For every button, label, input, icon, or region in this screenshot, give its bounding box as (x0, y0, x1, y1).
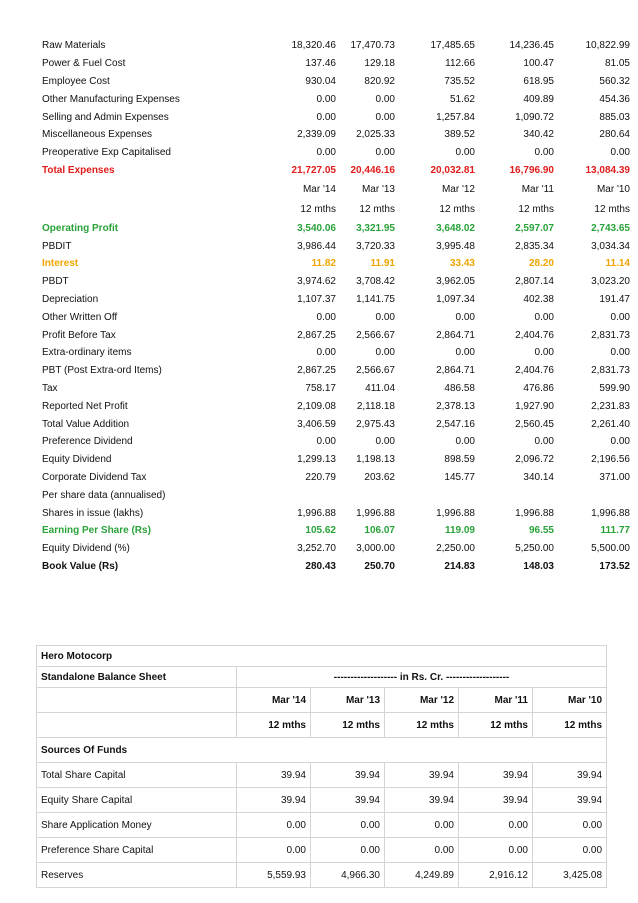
year-header: Mar '11 (459, 688, 533, 713)
unit-note: ------------------- in Rs. Cr. ------------------- (237, 667, 607, 688)
pl-cell: 1,097.34 (436, 293, 475, 305)
pl-cell: 11.91 (370, 258, 395, 270)
pl-cell: 3,406.59 (297, 418, 336, 430)
pl-cell: 0.00 (610, 347, 630, 359)
balance-sheet-row (37, 788, 607, 813)
pl-cell (395, 486, 475, 504)
pl-cell: 0.00 (316, 111, 336, 123)
pl-cell: 1,090.72 (515, 111, 554, 123)
pl-cell: 2,566.67 (356, 365, 395, 377)
pl-cell: 250.70 (364, 560, 395, 572)
pl-cell: 17,470.73 (350, 40, 395, 52)
pl-cell: 0.00 (534, 311, 554, 323)
pl-row-label: Shares in issue (lakhs) (42, 507, 144, 519)
pl-cell: 2,378.13 (436, 400, 475, 412)
pl-cell: 2,835.34 (515, 240, 554, 252)
pl-cell: 0.00 (455, 347, 475, 359)
pl-row-label: Preference Dividend (42, 436, 133, 448)
pl-cell: 454.36 (599, 93, 630, 105)
pl-cell: 191.47 (599, 293, 630, 305)
pl-cell: 820.92 (364, 75, 395, 87)
pl-cell: 0.00 (375, 311, 395, 323)
pl-cell: 2,975.43 (356, 418, 395, 430)
pl-cell: 0.00 (455, 436, 475, 448)
balance-sheet-cell: 3,425.08 (533, 863, 607, 888)
pl-cell: 758.17 (305, 382, 336, 394)
pl-cell: 0.00 (375, 111, 395, 123)
balance-sheet-cell: 0.00 (237, 813, 311, 838)
balance-sheet-rows (37, 763, 607, 888)
pl-row-label: Total Value Addition (42, 418, 130, 430)
pl-cell: 389.52 (444, 129, 475, 141)
pl-row (36, 237, 630, 255)
pl-cell: Mar '11 (521, 183, 554, 195)
pl-row-label: Total Expenses (42, 164, 115, 176)
pl-cell: 2,597.07 (515, 222, 554, 234)
pl-cell: 2,867.25 (297, 329, 336, 341)
pl-cell: 12 mths (300, 203, 336, 215)
pl-cell: 100.47 (523, 58, 554, 70)
pl-cell: 81.05 (604, 58, 630, 70)
pl-row (36, 558, 630, 576)
pl-cell: 214.83 (444, 560, 475, 572)
balance-sheet-title: Standalone Balance Sheet (37, 667, 237, 688)
pl-row-label: Employee Cost (42, 75, 110, 87)
pl-cell: 280.43 (305, 560, 336, 572)
balance-sheet-table (36, 645, 607, 888)
pl-cell: 2,560.45 (515, 418, 554, 430)
pl-cell: 18,320.46 (291, 40, 336, 52)
pl-cell: 0.00 (610, 436, 630, 448)
balance-sheet-row (37, 813, 607, 838)
pl-row-label: Raw Materials (42, 40, 106, 52)
pl-cell: 476.86 (523, 382, 554, 394)
balance-sheet-cell: 4,249.89 (385, 863, 459, 888)
pl-cell: 2,404.76 (515, 365, 554, 377)
pl-row (36, 55, 630, 73)
pl-cell: 12 mths (359, 203, 395, 215)
pl-cell: 0.00 (455, 147, 475, 159)
pl-cell: 10,822.99 (585, 40, 630, 52)
balance-sheet-row-label: Share Application Money (37, 813, 237, 838)
balance-sheet-cell: 0.00 (237, 838, 311, 863)
pl-row (36, 504, 630, 522)
pl-row (36, 144, 630, 162)
balance-sheet-cell: 0.00 (459, 813, 533, 838)
pl-cell: 885.03 (599, 111, 630, 123)
pl-cell: 3,974.62 (297, 276, 336, 288)
pl-row (36, 433, 630, 451)
pl-cell: 5,500.00 (591, 543, 630, 555)
months-header: 12 mths (459, 713, 533, 738)
pl-row (36, 326, 630, 344)
pl-row (36, 179, 630, 199)
pl-cell: 3,986.44 (297, 240, 336, 252)
pl-cell: 173.52 (599, 560, 630, 572)
pl-row (36, 415, 630, 433)
pl-cell: 96.55 (528, 525, 554, 537)
pl-row-label: Extra-ordinary items (42, 347, 132, 359)
pl-cell: 1,996.88 (591, 507, 630, 519)
pl-row (36, 126, 630, 144)
year-header-spacer (37, 688, 237, 713)
pl-row-label: Preoperative Exp Capitalised (42, 147, 171, 159)
pl-cell: 0.00 (316, 147, 336, 159)
pl-cell: 220.79 (305, 471, 336, 483)
pl-cell: 2,404.76 (515, 329, 554, 341)
pl-cell: 0.00 (534, 436, 554, 448)
pl-cell: 0.00 (316, 311, 336, 323)
balance-sheet-row (37, 763, 607, 788)
pl-row (36, 37, 630, 55)
pl-row (36, 380, 630, 398)
pl-cell: 618.95 (523, 75, 554, 87)
pl-cell: 2,831.73 (591, 329, 630, 341)
pl-cell: 13,084.39 (585, 164, 630, 176)
pl-row (36, 73, 630, 91)
pl-cell: 1,198.13 (356, 454, 395, 466)
months-header-spacer (37, 713, 237, 738)
pl-cell: 3,034.34 (591, 240, 630, 252)
pl-cell: 2,339.09 (297, 129, 336, 141)
pl-cell: 2,743.65 (591, 222, 630, 234)
pl-cell: 119.09 (444, 525, 475, 537)
pl-cell: 129.18 (364, 58, 395, 70)
pl-cell: 12 mths (518, 203, 554, 215)
balance-sheet-cell: 39.94 (237, 788, 311, 813)
balance-sheet-title-row (37, 667, 607, 688)
pl-cell: 148.03 (523, 560, 554, 572)
balance-sheet-cell: 2,916.12 (459, 863, 533, 888)
pl-row (36, 90, 630, 108)
pl-row-label: PBDT (42, 276, 69, 288)
pl-cell: 0.00 (455, 311, 475, 323)
pl-row-label: Corporate Dividend Tax (42, 471, 147, 483)
year-header: Mar '12 (385, 688, 459, 713)
pl-cell: 11.14 (605, 258, 630, 270)
pl-cell: 105.62 (305, 525, 336, 537)
balance-sheet-row-label: Equity Share Capital (37, 788, 237, 813)
pl-row-label: Interest (42, 258, 79, 270)
pl-row-label: Per share data (annualised) (42, 489, 166, 501)
pl-row (36, 344, 630, 362)
balance-sheet-cell: 39.94 (385, 763, 459, 788)
pl-cell: Mar '14 (302, 183, 336, 195)
pl-cell: 3,321.95 (356, 222, 395, 234)
balance-sheet-cell: 5,559.93 (237, 863, 311, 888)
pl-cell: 145.77 (444, 471, 475, 483)
balance-sheet-cell: 0.00 (385, 838, 459, 863)
pl-cell: 0.00 (375, 93, 395, 105)
pl-cell: 111.77 (600, 525, 630, 537)
pl-cell: Mar '10 (596, 183, 630, 195)
pl-cell: 3,000.00 (356, 543, 395, 555)
pl-cell: 203.62 (364, 471, 395, 483)
pl-cell: 12 mths (594, 203, 630, 215)
pl-cell: 0.00 (316, 436, 336, 448)
pl-cell: 0.00 (610, 147, 630, 159)
pl-cell: 1,927.90 (515, 400, 554, 412)
pl-cell: 409.89 (523, 93, 554, 105)
year-header: Mar '14 (237, 688, 311, 713)
pl-cell: 2,096.72 (515, 454, 554, 466)
pl-row-label: Equity Dividend (%) (42, 543, 130, 555)
balance-sheet-row-label: Reserves (37, 863, 237, 888)
pl-row (36, 308, 630, 326)
balance-sheet-cell: 39.94 (533, 788, 607, 813)
pl-cell: 2,196.56 (591, 454, 630, 466)
pl-row (36, 469, 630, 487)
balance-sheet-cell: 39.94 (459, 763, 533, 788)
pl-cell: 51.62 (449, 93, 475, 105)
pl-cell: 599.90 (599, 382, 630, 394)
pl-row (36, 397, 630, 415)
pl-cell: 14,236.45 (509, 40, 554, 52)
pl-cell: 0.00 (375, 436, 395, 448)
year-header-row (37, 688, 607, 713)
pl-row-label: Other Manufacturing Expenses (42, 93, 180, 105)
balance-sheet-cell: 39.94 (311, 763, 385, 788)
pl-cell: 340.42 (523, 129, 554, 141)
pl-cell: 1,996.88 (356, 507, 395, 519)
balance-sheet-cell: 4,966.30 (311, 863, 385, 888)
pl-cell: 5,250.00 (515, 543, 554, 555)
pl-cell: 1,107.37 (297, 293, 336, 305)
pl-row (36, 219, 630, 237)
pl-row (36, 362, 630, 380)
pl-cell: 280.64 (599, 129, 630, 141)
pl-cell: 21,727.05 (291, 164, 336, 176)
pl-cell (475, 486, 554, 504)
balance-sheet-cell: 0.00 (385, 813, 459, 838)
balance-sheet-cell: 39.94 (385, 788, 459, 813)
balance-sheet-cell: 39.94 (533, 763, 607, 788)
balance-sheet-cell: 0.00 (311, 813, 385, 838)
pl-cell: 0.00 (316, 347, 336, 359)
pl-row-label: Reported Net Profit (42, 400, 128, 412)
pl-row-label: Power & Fuel Cost (42, 58, 126, 70)
pl-cell: 137.46 (305, 58, 336, 70)
pl-cell: 0.00 (534, 347, 554, 359)
pl-cell: 2,231.83 (591, 400, 630, 412)
balance-sheet-cell: 0.00 (533, 838, 607, 863)
pl-cell: 0.00 (316, 93, 336, 105)
pl-cell: 2,118.18 (356, 400, 395, 412)
pl-cell: 340.14 (523, 471, 554, 483)
pl-cell: 1,996.88 (297, 507, 336, 519)
pl-cell: 930.04 (305, 75, 336, 87)
balance-sheet-row (37, 838, 607, 863)
section-row (37, 738, 607, 763)
pl-cell: 2,261.40 (591, 418, 630, 430)
pl-cell: 0.00 (375, 347, 395, 359)
pl-row (36, 522, 630, 540)
pl-row-label: Depreciation (42, 293, 99, 305)
balance-sheet-row (37, 863, 607, 888)
pl-cell: 106.07 (364, 525, 395, 537)
pl-cell: 3,023.20 (591, 276, 630, 288)
months-header: 12 mths (533, 713, 607, 738)
pl-cell: 735.52 (444, 75, 475, 87)
months-header-row (37, 713, 607, 738)
pl-cell: 33.43 (449, 258, 475, 270)
pl-cell: 3,995.48 (436, 240, 475, 252)
pl-cell: 2,864.71 (436, 365, 475, 377)
pl-cell: 20,032.81 (430, 164, 475, 176)
pl-cell: 1,996.88 (436, 507, 475, 519)
pl-row-label: Earning Per Share (Rs) (42, 525, 151, 537)
months-header: 12 mths (311, 713, 385, 738)
pl-cell: 1,996.88 (515, 507, 554, 519)
pl-cell: 3,708.42 (356, 276, 395, 288)
pl-row-label: Miscellaneous Expenses (42, 129, 153, 141)
pl-cell: 560.32 (599, 75, 630, 87)
pl-row-label: Tax (42, 382, 58, 394)
pl-cell: 2,566.67 (356, 329, 395, 341)
pl-cell (272, 486, 336, 504)
pl-row (36, 255, 630, 273)
pl-cell: 3,720.33 (356, 240, 395, 252)
balance-sheet-row-label: Total Share Capital (37, 763, 237, 788)
pl-cell (554, 486, 630, 504)
pl-cell: 2,109.08 (297, 400, 336, 412)
pl-row (36, 540, 630, 558)
months-header: 12 mths (237, 713, 311, 738)
pl-row-label: PBT (Post Extra-ord Items) (42, 365, 162, 377)
balance-sheet-cell: 0.00 (459, 838, 533, 863)
pl-cell: 3,962.05 (436, 276, 475, 288)
pl-cell: Mar '13 (361, 183, 395, 195)
balance-sheet-body (37, 646, 607, 763)
pl-cell: Mar '12 (441, 183, 475, 195)
pl-row (36, 199, 630, 219)
pl-cell: 486.58 (444, 382, 475, 394)
balance-sheet-cell: 0.00 (311, 838, 385, 863)
pl-cell: 11.82 (311, 258, 336, 270)
pl-cell: 1,141.75 (356, 293, 395, 305)
pl-cell: 1,299.13 (297, 454, 336, 466)
pl-cell: 1,257.84 (436, 111, 475, 123)
pl-cell: 12 mths (439, 203, 475, 215)
balance-sheet-company-row (37, 646, 607, 667)
balance-sheet-cell: 0.00 (533, 813, 607, 838)
pl-cell: 28.20 (528, 258, 554, 270)
pl-cell: 16,796.90 (509, 164, 554, 176)
pl-cell: 2,547.16 (436, 418, 475, 430)
pl-row (36, 273, 630, 291)
pl-cell: 2,025.33 (356, 129, 395, 141)
pl-row-label: Equity Dividend (42, 454, 112, 466)
year-header: Mar '10 (533, 688, 607, 713)
months-header: 12 mths (385, 713, 459, 738)
balance-sheet-cell: 39.94 (311, 788, 385, 813)
pl-row-label (36, 179, 272, 199)
pl-row-label: Operating Profit (42, 222, 119, 234)
pl-cell: 0.00 (534, 147, 554, 159)
section-label: Sources Of Funds (37, 738, 607, 763)
pl-cell: 2,867.25 (297, 365, 336, 377)
year-header: Mar '13 (311, 688, 385, 713)
pl-row-label: PBDIT (42, 240, 72, 252)
pl-row (36, 108, 630, 126)
profit-loss-body (36, 37, 630, 575)
pl-row (36, 162, 630, 180)
pl-row (36, 451, 630, 469)
pl-cell: 898.59 (444, 454, 475, 466)
pl-cell: 112.66 (445, 58, 475, 70)
pl-cell: 2,831.73 (591, 365, 630, 377)
balance-sheet-cell: 39.94 (237, 763, 311, 788)
pl-cell: 3,648.02 (436, 222, 475, 234)
company-name: Hero Motocorp (37, 646, 607, 667)
pl-cell: 2,864.71 (436, 329, 475, 341)
balance-sheet-row-label: Preference Share Capital (37, 838, 237, 863)
pl-row-label: Profit Before Tax (42, 329, 116, 341)
pl-row-label: Other Written Off (42, 311, 118, 323)
pl-row-label (36, 199, 272, 219)
pl-cell: 402.38 (523, 293, 554, 305)
pl-cell: 20,446.16 (350, 164, 395, 176)
pl-cell: 0.00 (610, 311, 630, 323)
pl-row (36, 486, 630, 504)
pl-cell: 0.00 (375, 147, 395, 159)
pl-row-label: Book Value (Rs) (42, 560, 119, 572)
pl-cell: 2,807.14 (515, 276, 554, 288)
pl-cell: 3,540.06 (297, 222, 336, 234)
pl-cell: 3,252.70 (297, 543, 336, 555)
pl-cell: 371.00 (599, 471, 630, 483)
profit-loss-table (36, 37, 630, 575)
pl-row-label: Selling and Admin Expenses (42, 111, 169, 123)
pl-cell: 17,485.65 (430, 40, 475, 52)
pl-cell: 411.04 (365, 382, 395, 394)
pl-row (36, 291, 630, 309)
balance-sheet-cell: 39.94 (459, 788, 533, 813)
pl-cell (336, 486, 395, 504)
pl-cell: 2,250.00 (436, 543, 475, 555)
